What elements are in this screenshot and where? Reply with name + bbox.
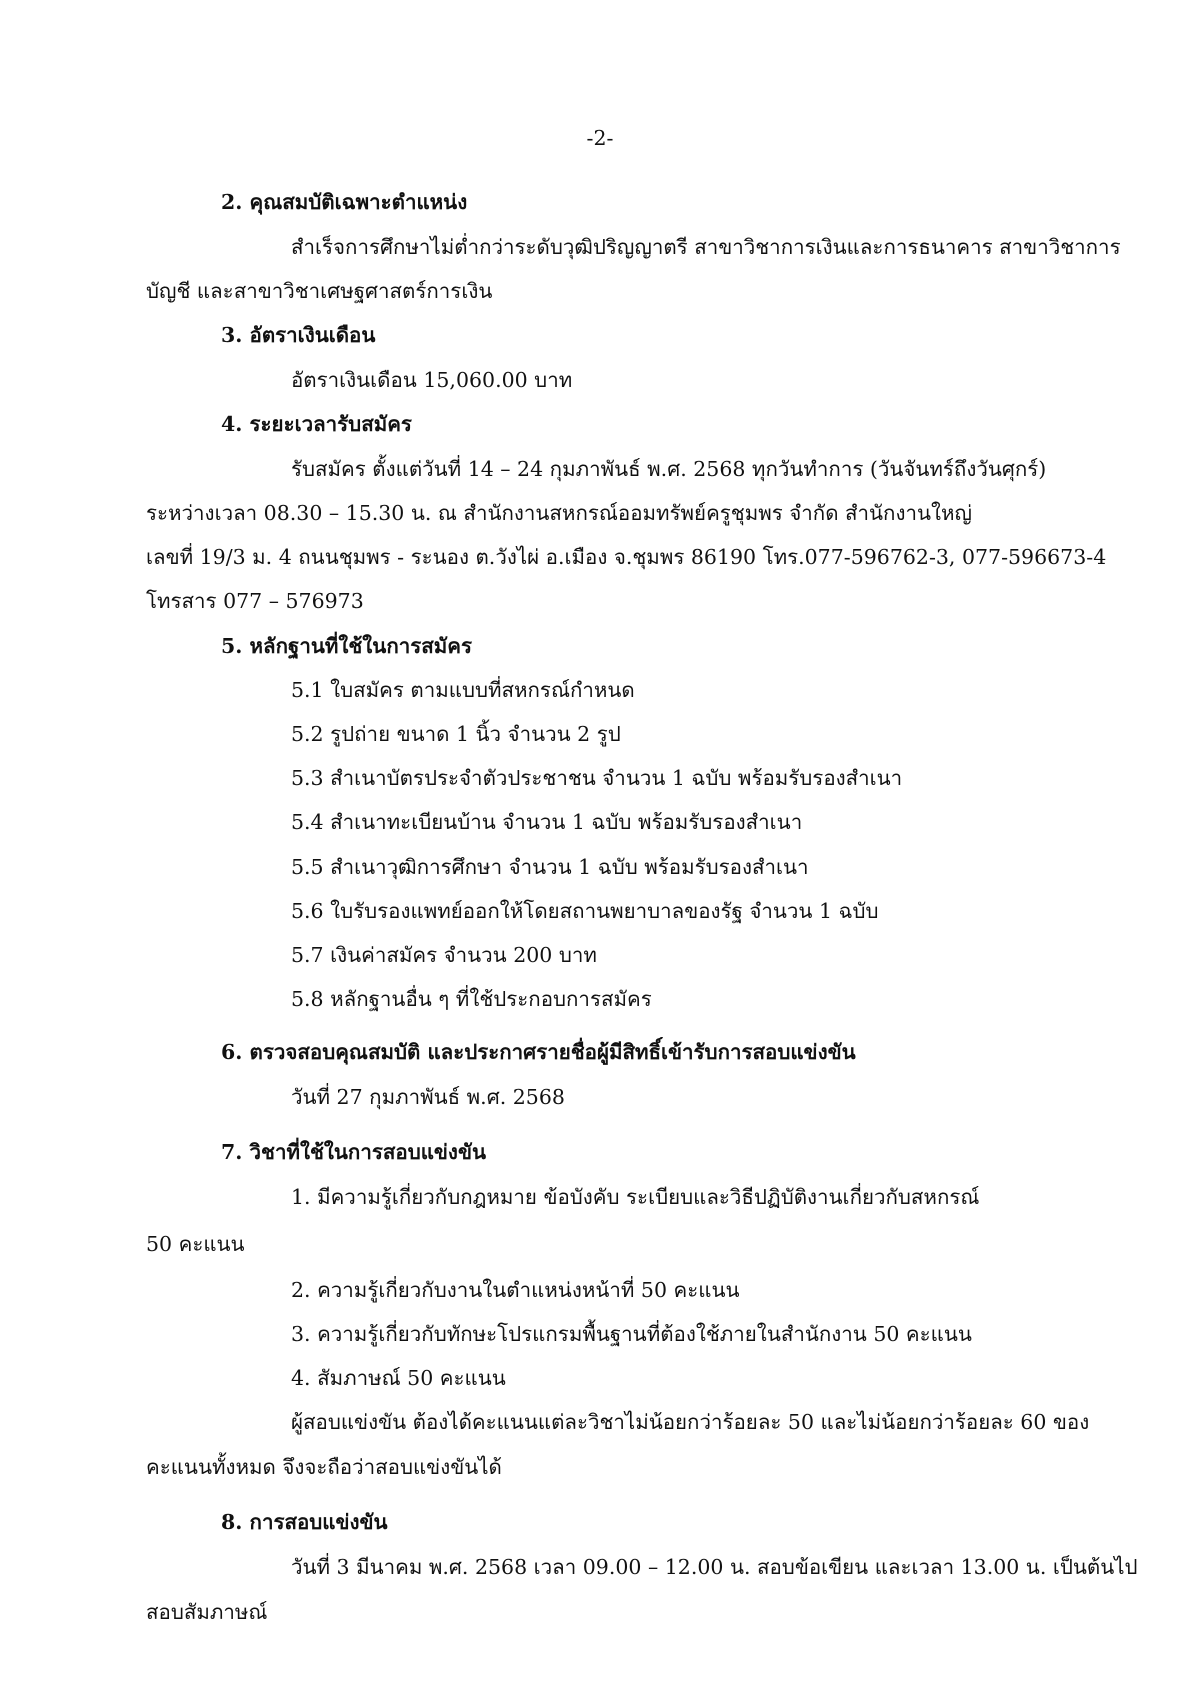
list-item: 5.2 รูปถ่าย ขนาด 1 นิ้ว จำนวน 2 รูป — [291, 722, 621, 746]
section-2-text-cont: บัญชี และสาขาวิชาเศษฐศาสตร์การเงิน — [146, 279, 493, 303]
section-6-text: วันที่ 27 กุมภาพันธ์ พ.ศ. 2568 — [291, 1085, 565, 1109]
section-3-heading: 3. อัตราเงินเดือน — [221, 323, 376, 347]
section-3-text: อัตราเงินเดือน 15,060.00 บาท — [291, 368, 573, 392]
list-item: 5.4 สำเนาทะเบียนบ้าน จำนวน 1 ฉบับ พร้อมรับรองสำเนา — [291, 810, 803, 834]
section-5-heading: 5. หลักฐานที่ใช้ในการสมัคร — [221, 634, 473, 658]
section-8-heading: 8. การสอบแข่งขัน — [221, 1510, 388, 1534]
section-2-heading: 2. คุณสมบัติเฉพาะตำแหน่ง — [221, 190, 468, 214]
page-number: -2- — [586, 126, 614, 150]
section-4-text: รับสมัคร ตั้งแต่วันที่ 14 – 24 กุมภาพันธ์ พ.ศ. 2568 ทุกวันทำการ (วันจันทร์ถึงวันศุกร์) — [291, 457, 1047, 481]
list-item: 5.5 สำเนาวุฒิการศึกษา จำนวน 1 ฉบับ พร้อมรับรองสำเนา — [291, 855, 809, 879]
section-4-fax: โทรสาร 077 – 576973 — [146, 589, 364, 613]
list-item: 1. มีความรู้เกี่ยวกับกฎหมาย ข้อบังคับ ระเบียบและวิธีปฏิบัติงานเกี่ยวกับสหกรณ์ — [291, 1185, 980, 1209]
section-7-heading: 7. วิชาที่ใช้ในการสอบแข่งขัน — [221, 1140, 486, 1164]
section-4-address: เลขที่ 19/3 ม. 4 ถนนชุมพร - ระนอง ต.วังไผ่ อ.เมือง จ.ชุมพร 86190 โทร.077-596762-3, 077-596673-4 — [146, 545, 1107, 569]
section-6-heading: 6. ตรวจสอบคุณสมบัติ และประกาศรายชื่อผู้มีสิทธิ์เข้ารับการสอบแข่งขัน — [221, 1040, 856, 1064]
section-4-heading: 4. ระยะเวลารับสมัคร — [221, 412, 412, 436]
section-4-text-cont: ระหว่างเวลา 08.30 – 15.30 น. ณ สำนักงานสหกรณ์ออมทรัพย์ครูชุมพร จำกัด สำนักงานใหญ่ — [146, 501, 972, 525]
list-item: 5.8 หลักฐานอื่น ๆ ที่ใช้ประกอบการสมัคร — [291, 987, 652, 1011]
list-item: 2. ความรู้เกี่ยวกับงานในตำแหน่งหน้าที่ 50 คะแนน — [291, 1278, 740, 1302]
section-2-text: สำเร็จการศึกษาไม่ต่ำกว่าระดับวุฒิปริญญาตรี สาขาวิชาการเงินและการธนาคาร สาขาวิชาการ — [291, 235, 1121, 259]
list-item: 5.6 ใบรับรองแพทย์ออกให้โดยสถานพยาบาลของรัฐ จำนวน 1 ฉบับ — [291, 899, 879, 923]
section-7-note-cont: คะแนนทั้งหมด จึงจะถือว่าสอบแข่งขันได้ — [146, 1455, 502, 1479]
list-item: 5.7 เงินค่าสมัคร จำนวน 200 บาท — [291, 943, 597, 967]
list-item: 3. ความรู้เกี่ยวกับทักษะโปรแกรมพื้นฐานที่ต้องใช้ภายในสำนักงาน 50 คะแนน — [291, 1322, 972, 1346]
section-7-note: ผู้สอบแข่งขัน ต้องได้คะแนนแต่ละวิชาไม่น้อยกว่าร้อยละ 50 และไม่น้อยกว่าร้อยละ 60 ของ — [291, 1410, 1090, 1434]
section-8-text-cont: สอบสัมภาษณ์ — [146, 1600, 268, 1624]
list-item: 5.1 ใบสมัคร ตามแบบที่สหกรณ์กำหนด — [291, 678, 635, 702]
section-8-text: วันที่ 3 มีนาคม พ.ศ. 2568 เวลา 09.00 – 12.00 น. สอบข้อเขียน และเวลา 13.00 น. เป็นต้นไป — [291, 1555, 1138, 1579]
list-item-cont: 50 คะแนน — [146, 1232, 245, 1256]
list-item: 4. สัมภาษณ์ 50 คะแนน — [291, 1366, 506, 1390]
list-item: 5.3 สำเนาบัตรประจำตัวประชาชน จำนวน 1 ฉบับ พร้อมรับรองสำเนา — [291, 766, 903, 790]
